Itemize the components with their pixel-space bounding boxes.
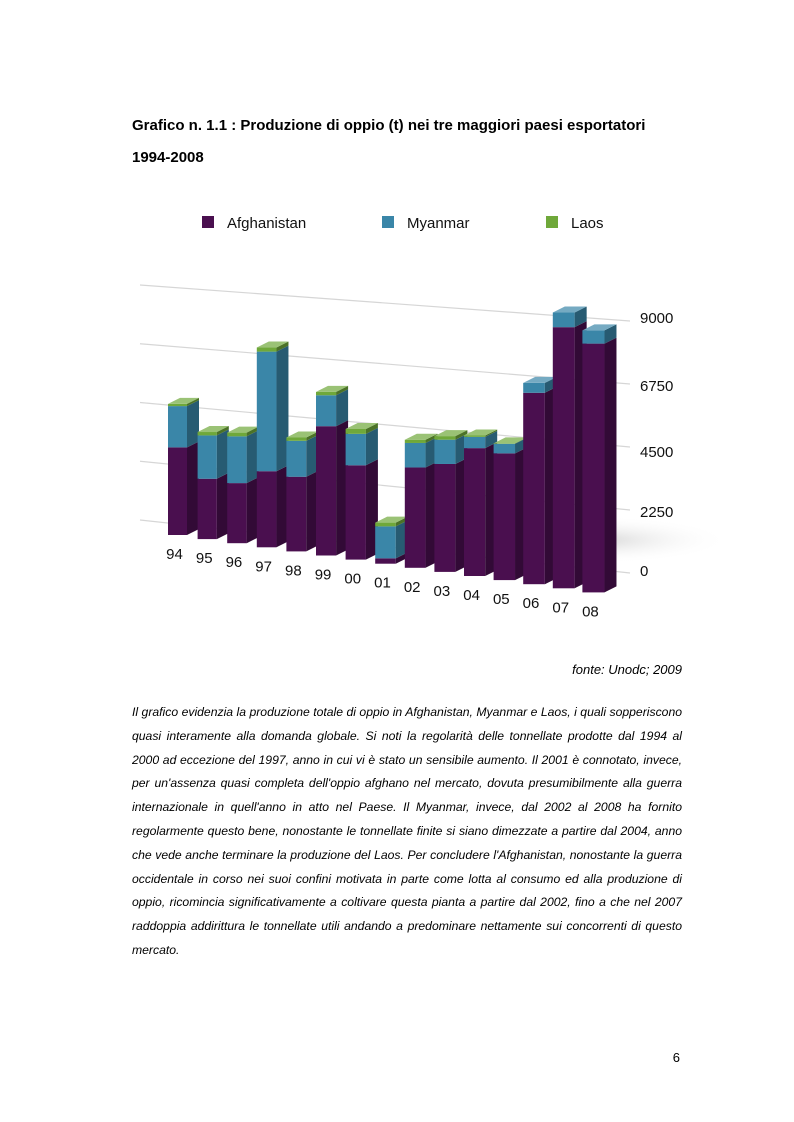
bar-front-95-laos	[198, 432, 217, 435]
bar-group-06	[523, 377, 557, 584]
bar-front-97-myanmar	[257, 352, 277, 472]
legend-item-laos	[546, 215, 604, 232]
bar-front-00-myanmar	[346, 434, 366, 465]
x-tick-label-99: 99	[314, 566, 332, 584]
legend-item-afghanistan	[202, 215, 306, 232]
bar-group-05	[494, 437, 527, 580]
bar-front-04-myanmar	[464, 437, 485, 448]
legend-label-laos: Laos	[571, 215, 604, 232]
bar-front-03-laos	[434, 436, 455, 440]
x-tick-label-00: 00	[344, 570, 362, 588]
bar-group-98	[286, 432, 318, 552]
y-tick-label-0: 0	[640, 563, 649, 580]
bar-front-06-myanmar	[523, 383, 545, 393]
bar-front-00-laos	[346, 429, 366, 434]
legend-swatch-myanmar	[382, 216, 394, 228]
bar-front-01-afghanistan	[375, 558, 396, 563]
bar-96-myanmar	[227, 430, 258, 483]
bar-group-02	[405, 434, 438, 568]
bar-front-05-myanmar	[494, 444, 515, 454]
x-tick-label-94: 94	[166, 546, 183, 563]
bar-group-04	[464, 429, 497, 576]
chart-bars	[168, 307, 616, 593]
chart-title-line-1: Grafico n. 1.1 : Produzione di oppio (t) nei tre maggiori paesi esportatori	[132, 117, 646, 134]
legend-swatch-laos	[546, 216, 558, 228]
bar-front-98-myanmar	[286, 441, 306, 477]
bar-94-afghanistan	[168, 441, 199, 535]
bar-front-05-afghanistan	[494, 453, 515, 580]
x-tick-label-01: 01	[374, 574, 391, 592]
bar-side-95-afghanistan	[217, 473, 229, 539]
bar-95-afghanistan	[198, 473, 229, 539]
bar-98-myanmar	[286, 435, 318, 477]
bar-front-03-afghanistan	[434, 464, 455, 572]
bar-front-99-myanmar	[316, 395, 336, 426]
bar-group-07	[553, 307, 587, 589]
bar-group-00	[346, 423, 378, 560]
bar-front-95-myanmar	[198, 435, 217, 478]
bar-front-02-laos	[405, 440, 426, 443]
bar-04-afghanistan	[464, 442, 497, 576]
bar-front-95-afghanistan	[198, 479, 217, 539]
chart-title	[132, 110, 692, 174]
bar-front-97-laos	[257, 348, 277, 352]
bar-front-98-afghanistan	[286, 477, 306, 552]
bar-side-94-myanmar	[187, 400, 199, 447]
x-tick-label-96: 96	[225, 554, 243, 572]
bar-97-myanmar	[257, 346, 289, 472]
x-tick-label-03: 03	[433, 582, 451, 600]
bar-side-95-myanmar	[217, 429, 229, 478]
bar-02-afghanistan	[405, 461, 438, 567]
legend-label-myanmar: Myanmar	[407, 215, 470, 232]
bar-front-04-laos	[464, 435, 485, 436]
chart-description: Il grafico evidenzia la produzione totale di oppio in Afghanistan, Myanmar e Laos, i quali sopperiscono quasi interamente alla domanda globale. Si noti la regolarità delle tonnellate prodotte dal 1994 al 2000 ad eccezione del 1997, anno in cui vi è stato un sensibile aumento. Il 2001 è connotato, invece, per un'assenza quasi completa dell'oppio afghano nel mercato, dovuta presumibilmente alla guerra internazionale in quell'anno in atto nel Paese. Il Myanmar, invece, dal 2002 al 2008 ha fornito regolarmente questo bene, nonostante le tonnellate finite si siano dimezzate a partire dal 2004, anno che vede anche terminare la produzione del Laos. Per concludere l'Afghanistan, nonostante la guerra occidentale in corso nei suoi confini motivata in parte come lotta al consumo ed alla produzione di oppio, ricomincia significativamente a coltivare questa pianta a partire dal 2002, fino a che nel 2007 raddoppia addirittura le tonnellate utili andando a predominare nettamente sui concorrenti di questo mercato.	[132, 705, 682, 957]
x-tick-label-08: 08	[582, 603, 599, 621]
bar-front-02-afghanistan	[405, 467, 426, 567]
bar-side-99-myanmar	[336, 389, 348, 426]
y-tick-label-6750: 6750	[640, 378, 674, 395]
x-tick-label-95: 95	[195, 550, 213, 568]
bar-front-99-laos	[316, 392, 336, 395]
bar-group-03	[434, 430, 467, 572]
chart-title-line-2: 1994-2008	[132, 149, 204, 166]
x-tick-label-07: 07	[552, 599, 570, 617]
bar-front-08-myanmar	[582, 330, 604, 343]
bar-front-01-laos	[375, 523, 396, 527]
bar-side-94-afghanistan	[187, 441, 199, 535]
bar-00-afghanistan	[346, 459, 378, 559]
y-tick-label-9000: 9000	[640, 310, 674, 327]
bar-front-99-afghanistan	[316, 426, 336, 555]
x-tick-label-97: 97	[255, 558, 272, 576]
bar-front-96-afghanistan	[227, 483, 246, 543]
bar-front-03-myanmar	[434, 440, 455, 464]
bar-front-07-afghanistan	[553, 327, 575, 588]
bar-front-96-myanmar	[227, 436, 246, 483]
bar-03-afghanistan	[434, 458, 467, 572]
bar-front-01-myanmar	[375, 526, 396, 558]
bar-97-afghanistan	[257, 465, 289, 547]
bar-front-94-afghanistan	[168, 447, 187, 535]
bar-front-07-myanmar	[553, 313, 575, 328]
bar-side-00-myanmar	[366, 428, 378, 465]
bar-group-99	[316, 386, 348, 556]
legend-label-afghanistan: Afghanistan	[227, 215, 307, 232]
x-tick-label-04: 04	[463, 587, 480, 604]
bar-front-00-afghanistan	[346, 465, 366, 559]
bar-07-afghanistan	[553, 321, 587, 588]
bar-group-08	[582, 324, 616, 592]
chart-source: fonte: Unodc; 2009	[572, 662, 682, 677]
x-tick-label-06: 06	[522, 595, 540, 613]
bar-front-02-myanmar	[405, 443, 426, 467]
bar-99-afghanistan	[316, 420, 348, 555]
bar-96-afghanistan	[227, 477, 258, 543]
bar-front-08-afghanistan	[582, 344, 604, 593]
legend-swatch-afghanistan	[202, 216, 214, 228]
legend-item-myanmar	[382, 215, 470, 232]
bar-front-06-afghanistan	[523, 393, 545, 584]
y-tick-label-4500: 4500	[640, 444, 674, 461]
x-tick-label-02: 02	[403, 578, 421, 596]
bar-front-97-afghanistan	[257, 471, 277, 547]
x-tick-label-05: 05	[492, 591, 510, 609]
bar-08-afghanistan	[582, 338, 616, 593]
bar-05-afghanistan	[494, 447, 527, 580]
bar-front-98-laos	[286, 438, 306, 441]
bar-side-08-afghanistan	[604, 338, 616, 593]
bar-group-95	[198, 426, 229, 539]
bar-95-myanmar	[198, 429, 229, 478]
y-tick-label-2250: 2250	[640, 504, 674, 521]
bar-94-myanmar	[168, 400, 199, 447]
x-tick-label-98: 98	[284, 562, 302, 580]
chart-legend	[202, 215, 604, 232]
bar-group-97	[257, 342, 289, 548]
bar-98-afghanistan	[286, 471, 318, 552]
opium-production-chart	[130, 195, 674, 645]
bar-group-94	[168, 398, 199, 535]
page-number: 6	[672, 1050, 680, 1065]
bar-front-04-afghanistan	[464, 448, 485, 576]
bar-front-94-laos	[168, 404, 187, 406]
bar-group-01	[375, 517, 408, 564]
bar-front-96-laos	[227, 433, 246, 437]
bar-06-afghanistan	[523, 387, 557, 584]
bar-group-96	[227, 427, 258, 544]
bar-front-94-myanmar	[168, 406, 187, 447]
